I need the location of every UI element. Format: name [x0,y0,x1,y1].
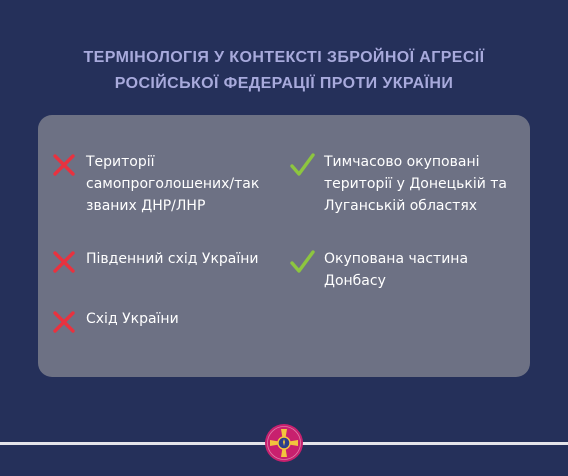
incorrect-term-2 [50,248,259,276]
checkmark-icon [288,248,316,276]
page-title-line-1: ТЕРМІНОЛОГІЯ У КОНТЕКСТІ ЗБРОЙНОЇ АГРЕСІЇ [83,49,485,66]
incorrect-term-1 [50,151,259,217]
incorrect-term-label: Південний схід України [86,251,259,267]
correct-term-label: Окупована частина Донбасу [324,251,469,289]
checkmark-icon [288,151,316,179]
correct-term-1 [288,151,507,217]
page-title [0,45,568,97]
terminology-panel [38,115,530,377]
cross-icon [50,151,78,179]
correct-term-label: Тимчасово окуповані території у Донецькій та Луганській областях [324,154,508,214]
cross-icon [50,308,78,336]
cross-icon [50,248,78,276]
armed-forces-emblem-icon [264,423,304,463]
correct-term-2 [288,248,468,292]
incorrect-term-3 [50,308,179,336]
incorrect-term-label: Території самопроголошених/так званих ДНР/ЛНР [86,154,260,214]
incorrect-term-label: Схід України [86,311,179,327]
page-title-line-2: РОСІЙСЬКОЇ ФЕДЕРАЦІЇ ПРОТИ УКРАЇНИ [114,75,454,92]
